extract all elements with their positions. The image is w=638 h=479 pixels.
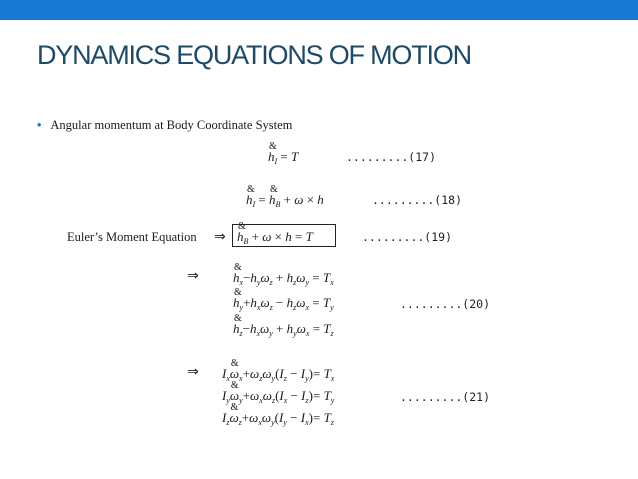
slide-title: DYNAMICS EQUATIONS OF MOTION: [37, 40, 471, 70]
equation-20-z: & $h_z-h_x\omega_y + h_y\omega_x = T_z$: [233, 322, 334, 338]
top-bar: [0, 0, 638, 20]
equation-21-z: $I_z\&$ $\omega_z+\omega_x\omega_y(I_y - I_x)= T_z$: [222, 411, 334, 427]
equation-number-18: .........(18): [372, 193, 463, 207]
equation-21-x: $I_x\&$ $\omega_x+\omega_z\omega_y(I_z - I_y)= T_x$: [222, 367, 334, 383]
equation-number-21: .........(21): [400, 390, 491, 404]
implies-arrow: ⇒: [214, 229, 226, 245]
equation-number-17: .........(17): [346, 150, 437, 164]
equation-20-y: & $h_y+h_x\omega_z - h_z\omega_x = T_y$: [233, 296, 334, 312]
equation-number-19: .........(19): [362, 230, 453, 244]
implies-arrow: ⇒: [187, 364, 199, 380]
equation-17: & $h_I = T$: [268, 150, 298, 166]
equation-number-20: .........(20): [400, 297, 491, 311]
equation-20-x: & $h_x-h_y\omega_z + h_z\omega_y = T_x$: [233, 271, 334, 287]
euler-label: Euler’s Moment Equation: [67, 230, 197, 244]
equation-21-y: $I_y\&$ $\omega_y+\omega_x\omega_z(I_x - I_z)= T_y$: [222, 389, 334, 405]
bullet-text: Angular momentum at Body Coordinate System: [50, 118, 293, 132]
equation-19: & $h_B + \omega \times h = T$: [237, 230, 313, 246]
bullet-item: [37, 118, 292, 133]
equation-18: & $h_I$ = & $h_B + \omega \times h$: [246, 193, 324, 209]
implies-arrow: ⇒: [187, 268, 199, 284]
bullet-icon: •: [37, 118, 42, 132]
